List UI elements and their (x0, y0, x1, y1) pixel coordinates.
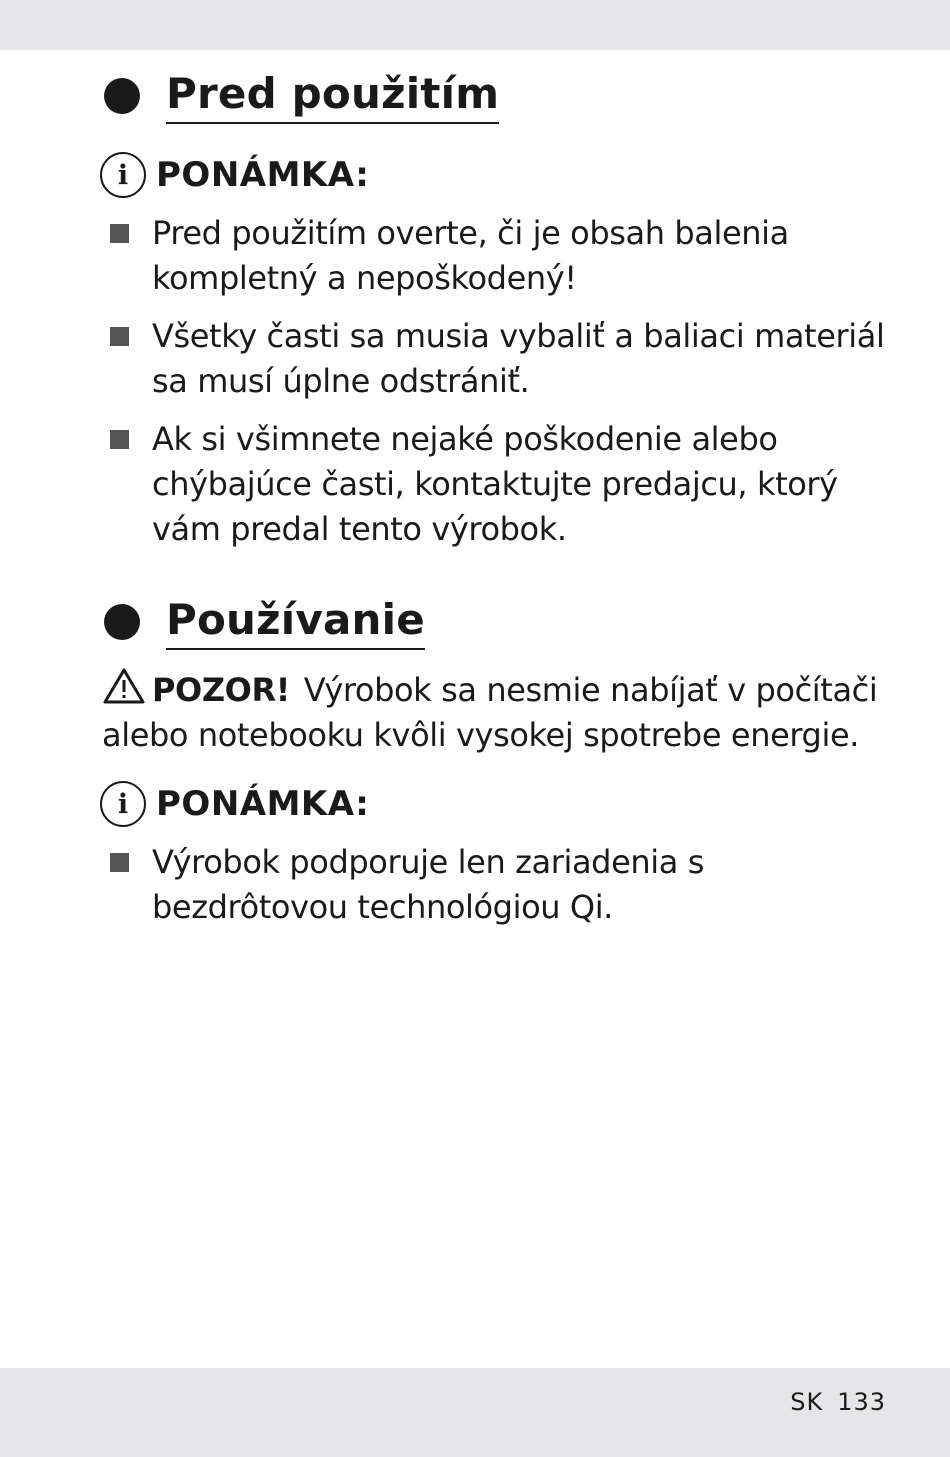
note-heading (100, 778, 369, 830)
section-title: Používanie (166, 594, 425, 650)
page-footer (790, 1388, 886, 1416)
square-bullet-icon (110, 224, 129, 243)
section-heading-pred-pouzitim (104, 66, 499, 126)
info-icon: i (100, 152, 146, 198)
warning-label: POZOR! (152, 671, 290, 709)
list-item-text: Všetky časti sa musia vybaliť a baliaci materiál sa musí úplne odstrániť. (152, 317, 885, 400)
note-list (110, 211, 900, 565)
note-label: PONÁMKA: (156, 155, 370, 195)
square-bullet-icon (110, 430, 129, 449)
warning-triangle-icon (102, 667, 146, 705)
square-bullet-icon (110, 853, 129, 872)
section-title: Pred použitím (166, 68, 499, 124)
info-icon: i (100, 781, 146, 827)
list-item (110, 211, 900, 301)
list-item-text: Výrobok podporuje len zariadenia s bezdrôtovou technológiou Qi. (152, 843, 704, 926)
list-item (110, 314, 900, 404)
top-band (0, 0, 950, 50)
square-bullet-icon (110, 327, 129, 346)
note-heading (100, 149, 369, 201)
filled-circle-icon (104, 604, 140, 640)
page-number: 133 (837, 1388, 886, 1416)
list-item-text: Ak si všimnete nejaké poškodenie alebo chýbajúce časti, kontaktujte predajcu, ktorý vám predal tento výrobok. (152, 420, 838, 548)
warning-text: Výrobok sa nesmie nabíjať v počítači alebo notebooku kvôli vysokej spotrebe energie. (102, 671, 878, 754)
warning-block (102, 667, 902, 758)
section-heading-pouzivanie (104, 592, 425, 652)
list-item-text: Pred použitím overte, či je obsah balenia kompletný a nepoškodený! (152, 214, 789, 297)
list-item (110, 417, 900, 552)
note-label: PONÁMKA: (156, 784, 370, 824)
filled-circle-icon (104, 78, 140, 114)
list-item (110, 840, 730, 930)
language-code: SK (790, 1388, 824, 1416)
note-list (110, 840, 730, 943)
